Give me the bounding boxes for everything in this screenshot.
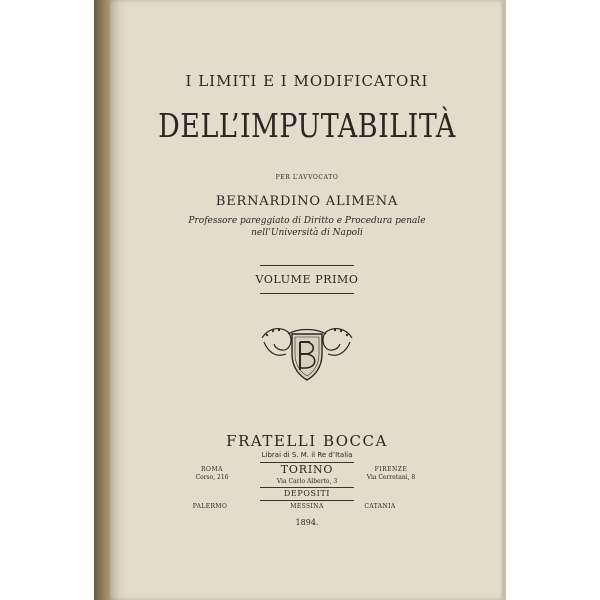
- author-role-line-2: nell’Università di Napoli: [251, 228, 363, 238]
- rule-below-volume: [260, 293, 354, 294]
- publication-year: 1894.: [295, 518, 319, 527]
- right-address: Via Cerretani, 8: [366, 474, 416, 481]
- depositi-city: MESSINA: [290, 503, 324, 510]
- publisher-name: FRATELLI BOCCA: [226, 432, 388, 450]
- title-line-2: DELL’IMPUTABILITÀ: [158, 108, 456, 146]
- depositi-label: DEPOSITI: [283, 489, 331, 498]
- page-right-edge: [502, 0, 506, 600]
- rule-above-volume: [260, 265, 354, 266]
- author-role-line-1: Professore pareggiato di Diritto e Procedura penale: [188, 216, 426, 226]
- publisher-subtitle: Librai di S. M. il Re d’Italia: [261, 451, 353, 459]
- author-prefix: PER L’AVVOCATO: [275, 174, 339, 181]
- right-city: FIRENZE: [374, 466, 408, 473]
- left-city: ROMA: [201, 466, 223, 473]
- rule-above-depositi: [260, 487, 354, 488]
- left-address: Corso, 216: [195, 474, 229, 481]
- publisher-emblem-icon: [258, 324, 356, 382]
- title-line-1: I LIMITI E I MODIFICATORI: [185, 72, 429, 90]
- author-name: BERNARDINO ALIMENA: [215, 194, 399, 209]
- title-page: [110, 0, 504, 600]
- volume-label: VOLUME PRIMO: [255, 273, 359, 286]
- main-address: Via Carlo Alberto, 3: [276, 478, 338, 485]
- rule-below-depositi: [260, 500, 354, 501]
- main-city: TORINO: [280, 463, 334, 476]
- depositi-city: PALERMO: [192, 503, 228, 510]
- depositi-city: CATANIA: [364, 503, 396, 510]
